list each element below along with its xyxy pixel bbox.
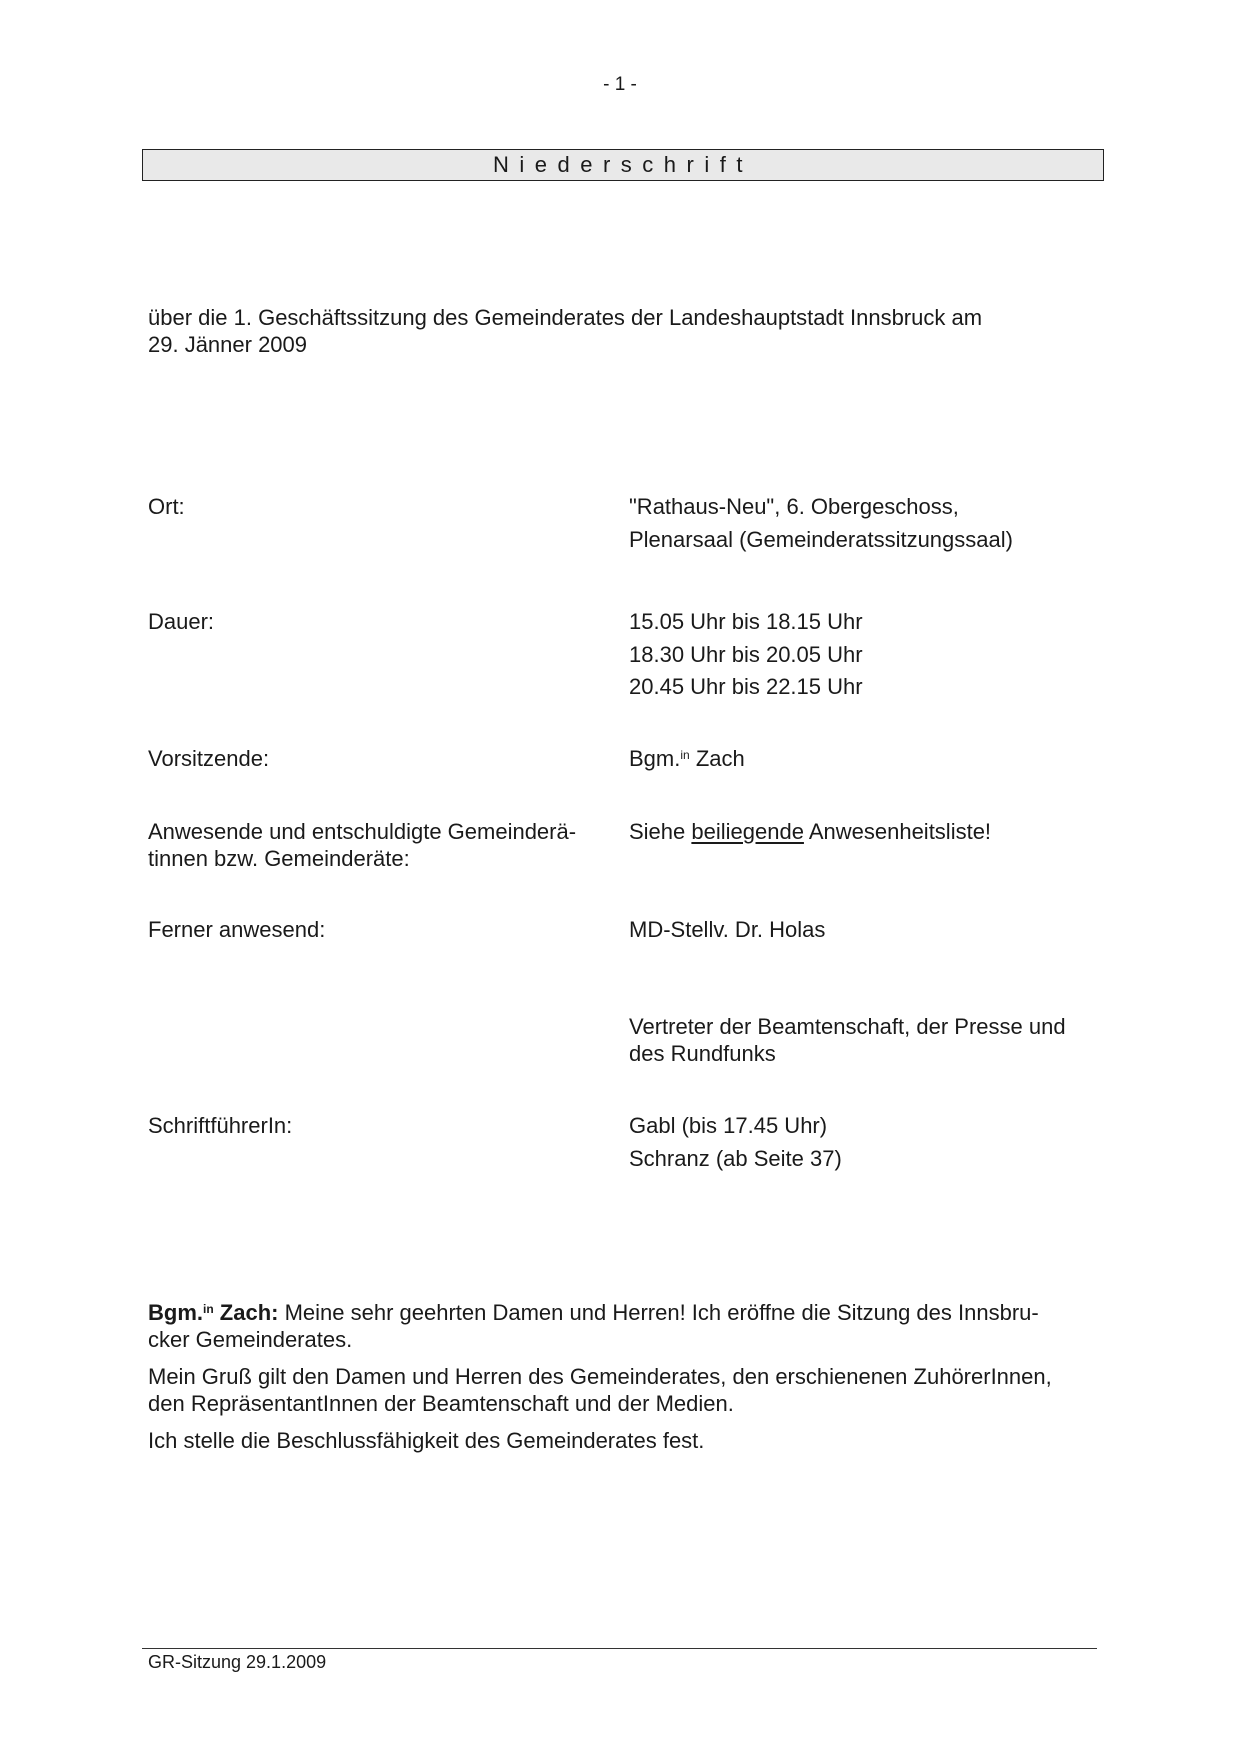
speaker-name bbox=[148, 1300, 278, 1325]
footer-divider bbox=[142, 1648, 1097, 1649]
label-schriftfuehrer: SchriftführerIn: bbox=[148, 1113, 293, 1138]
speaker-surname: Zach: bbox=[213, 1300, 279, 1325]
value-schriftfuehrer bbox=[629, 1112, 842, 1177]
value-schriftfuehrer-line-1: Gabl (bis 17.45 Uhr) bbox=[629, 1113, 828, 1138]
vorsitzende-title-sup: in bbox=[680, 748, 690, 762]
speech-p2-line-2: den RepräsentantInnen der Beamtenschaft und der Medien. bbox=[148, 1391, 734, 1416]
value-ort-line-1: "Rathaus-Neu", 6. Obergeschoss, bbox=[629, 494, 959, 519]
speech-paragraph-3: Ich stelle die Beschlussfähigkeit des Gemeinderates fest. bbox=[148, 1428, 705, 1453]
intro-line-1: über die 1. Geschäftssitzung des Gemeinderates der Landeshauptstadt Innsbruck am bbox=[148, 305, 983, 330]
intro-text bbox=[148, 304, 1108, 358]
document-title: Niederschrift bbox=[142, 149, 1104, 181]
value-dauer-line-1: 15.05 Uhr bis 18.15 Uhr bbox=[629, 609, 863, 634]
value-ferner-2 bbox=[629, 1013, 1066, 1067]
speaker-title-sup: in bbox=[203, 1302, 214, 1316]
anwesende-prefix: Siehe bbox=[629, 819, 692, 844]
speech-p1-line-2: cker Gemeinderates. bbox=[148, 1327, 353, 1352]
value-ferner-1: MD-Stellv. Dr. Holas bbox=[629, 917, 826, 942]
speaker-title: Bgm. bbox=[148, 1300, 203, 1325]
value-dauer-line-2: 18.30 Uhr bis 20.05 Uhr bbox=[629, 641, 863, 667]
footer-text: GR-Sitzung 29.1.2009 bbox=[148, 1652, 327, 1672]
anwesende-underlined: beiliegende bbox=[691, 819, 804, 844]
value-dauer-line-3: 20.45 Uhr bis 22.15 Uhr bbox=[629, 674, 863, 699]
value-ferner-2-line-2: des Rundfunks bbox=[629, 1041, 776, 1066]
vorsitzende-name: Zach bbox=[689, 746, 745, 771]
label-ort: Ort: bbox=[148, 494, 185, 519]
speech-p1-line-1: Meine sehr geehrten Damen und Herren! Ich eröffne die Sitzung des Innsbru- bbox=[278, 1300, 1039, 1325]
value-dauer bbox=[629, 608, 863, 706]
label-anwesende-line-1: Anwesende und entschuldigte Gemeinderä- bbox=[148, 819, 577, 844]
speech-paragraph-2 bbox=[148, 1363, 1098, 1417]
value-schriftfuehrer-line-2: Schranz (ab Seite 37) bbox=[629, 1145, 842, 1171]
label-dauer: Dauer: bbox=[148, 609, 215, 634]
vorsitzende-title: Bgm. bbox=[629, 746, 681, 771]
label-anwesende bbox=[148, 818, 576, 872]
value-ort-line-2: Plenarsaal (Gemeinderatssitzungssaal) bbox=[629, 526, 1013, 552]
value-ferner-2-line-1: Vertreter der Beamtenschaft, der Presse und bbox=[629, 1014, 1066, 1039]
value-vorsitzende bbox=[629, 745, 745, 772]
label-ferner: Ferner anwesend: bbox=[148, 917, 326, 942]
intro-line-2: 29. Jänner 2009 bbox=[148, 332, 308, 357]
page-number: - 1 - bbox=[603, 74, 637, 95]
label-anwesende-line-2: tinnen bzw. Gemeinderäte: bbox=[148, 846, 410, 871]
label-vorsitzende: Vorsitzende: bbox=[148, 746, 270, 771]
speech-section bbox=[148, 1299, 1098, 1464]
speech-p2-line-1: Mein Gruß gilt den Damen und Herren des Gemeinderates, den erschienenen ZuhörerInnen, bbox=[148, 1364, 1052, 1389]
value-anwesende bbox=[629, 818, 991, 845]
value-ort bbox=[629, 493, 1013, 558]
anwesende-suffix: Anwesenheitsliste! bbox=[803, 819, 992, 844]
speech-paragraph-1 bbox=[148, 1299, 1098, 1353]
